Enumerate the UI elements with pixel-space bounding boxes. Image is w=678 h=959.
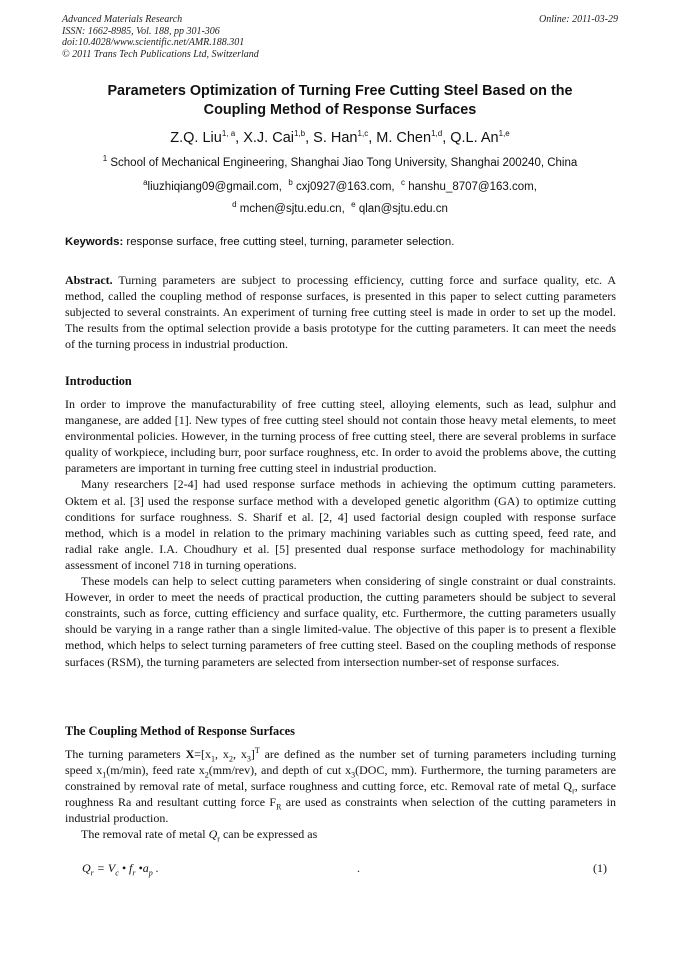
email-sup: e [351,200,356,210]
section-heading-coupling: The Coupling Method of Response Surfaces [65,724,295,738]
email-sup: b [288,178,293,188]
affiliation-sup: 1 [102,154,108,164]
paragraph: These models can help to select cutting parameters when considering of single constraint or dual constraints. However, in order to meet the needs of practical production, the cutting parameters should be subject to several constraints, such as force, cutting efficiency and surface quality, etc. Furthermore, the cutting parameters usually should be varying in a range rather than a single limited-value. The objective of this paper is to present a flexible method, which helps to select turning parameters of free cutting steel. Based on the coupling methods of response surfaces (RSM), the turning parameters are selected from intersection number-set of response surfaces. [65,574,616,669]
introduction-body [65,396,616,670]
author-sup: 1,c [357,129,369,139]
paragraph: The turning parameters $X=[x_1$, $x_2$, $x_3]^T$ are defined as the number set of turning parameters including turning speed $x_1(m/\min)$, feed rate $x_2(mm/rev)$, and depth of cut $x_3(DOC$, mm). Furthermore, the turning parameters are constrained by removal rate of metal, surface roughness and cutting force, etc. Removal rate of metal $Q_r$, surface roughness Ra and resultant cutting force $F_R$ are used as constraints when selection of the cutting parameters in industrial production. [65,746,617,826]
section-heading-introduction: Introduction [65,374,132,388]
doi: doi:10.4028/www.scientific.net/AMR.188.301 [62,37,245,49]
email-b[interactable]: cxj0927@163.com, [296,181,395,193]
email-d[interactable]: mchen@sjtu.edu.cn, [239,203,345,215]
equation-expression: $Q_r = V_c$ • $f_r$ $•a_p$ . [82,861,159,878]
journal-name: Advanced Materials Research [62,14,183,25]
author-name: S. Han [313,130,358,146]
equation-dot: . [357,861,360,875]
journal-header [62,14,618,60]
abstract [65,272,616,352]
copyright: © 2011 Trans Tech Publications Ltd, Switzerland [62,48,259,60]
author-name: X.J. Cai [243,130,294,146]
email-a[interactable]: liuzhiqiang09@gmail.com, [147,181,282,193]
title-line-2: Coupling Method of Response Surfaces [203,102,477,118]
author-sup: 1,d [431,129,443,139]
paragraph: Many researchers [2-4] had used response surface methods in achieving the optimum cutting parameters. Oktem et al. [3] used the response surface method with a developed genetic algorithm (GA) to optimize cutting conditions for surface roughness. S. Sharif et al. [2, 4] used factorial design coupled with response surface method, which is a model in relation to the primary machining variables such as cutting speed, feed rate, and radial rake angle. I.A. Choudhury et al. [5] presented dual response surface methodology for machinability assessment of inconel 718 in turning operations. [65,477,616,572]
email-row-1 [62,176,618,198]
paper-title [62,82,618,120]
author-list: Z.Q. Liu$^{1, a}$, X.J. Cai$^{1,b}$, S. Han$^{1,c}$, M. Chen$^{1,d}$, Q.L. An$^{1,e}$ [170,129,510,146]
email-sup: a [143,178,148,188]
abstract-text: Turning parameters are subject to processing efficiency, cutting force and surface quality, etc. A method, called the coupling method of response surfaces, is presented in this paper to select cutting parameters subjected to several constraints. An experiment of turning free cutting steel is made in order to set up the model. The results from the optimal selection provide a basis prototype for the cutting parameters. It can meet the needs of the turning process in industrial production. [65,273,616,352]
coupling-body [65,746,616,843]
author-name: Z.Q. Liu [170,130,222,146]
author-sup: 1,b [293,129,306,139]
affiliation [62,155,618,171]
keywords-label: Keywords: [65,236,124,248]
author-name: Q.L. An [450,130,499,146]
email-c[interactable]: hanshu_8707@163.com, [408,181,537,193]
author-emails [62,176,618,220]
keywords [65,234,615,250]
affiliation-text: School of Mechanical Engineering, Shanghai Jiao Tong University, Shanghai 200240, China [110,157,578,169]
email-row-2 [62,198,618,220]
email-sup: c [401,178,406,188]
paragraph: In order to improve the manufacturability of free cutting steel, alloying elements, such as lead, sulphur and manganese, are added [1]. New types of free cutting steel should not contain those heavy metal elements, to meet environmental policies. However, in the turning process of free cutting steel, there are several problems in surface quality of workpiece, including burr, poor surface roughness, etc. In order to avoid the problems above, the cutting parameters are important in turning free cutting steel in industrial production. [65,397,616,476]
title-line-1: Parameters Optimization of Turning Free Cutting Steel Based on the [107,83,573,99]
author-name: M. Chen [376,130,432,146]
paragraph: The removal rate of metal $Q_r$ can be expressed as [81,827,318,844]
online-date: Online: 2011-03-29 [539,14,618,25]
email-e[interactable]: qlan@sjtu.edu.cn [358,203,448,215]
abstract-label: Abstract. [65,273,113,287]
email-sup: d [232,200,237,210]
author-sup: 1, a [221,129,236,139]
author-sup: 1,e [498,129,510,139]
issn: ISSN: 1662-8985, Vol. 188, pp 301-306 [62,25,220,37]
equation-number: (1) [593,861,607,875]
keywords-text: response surface, free cutting steel, turning, parameter selection. [126,236,455,248]
